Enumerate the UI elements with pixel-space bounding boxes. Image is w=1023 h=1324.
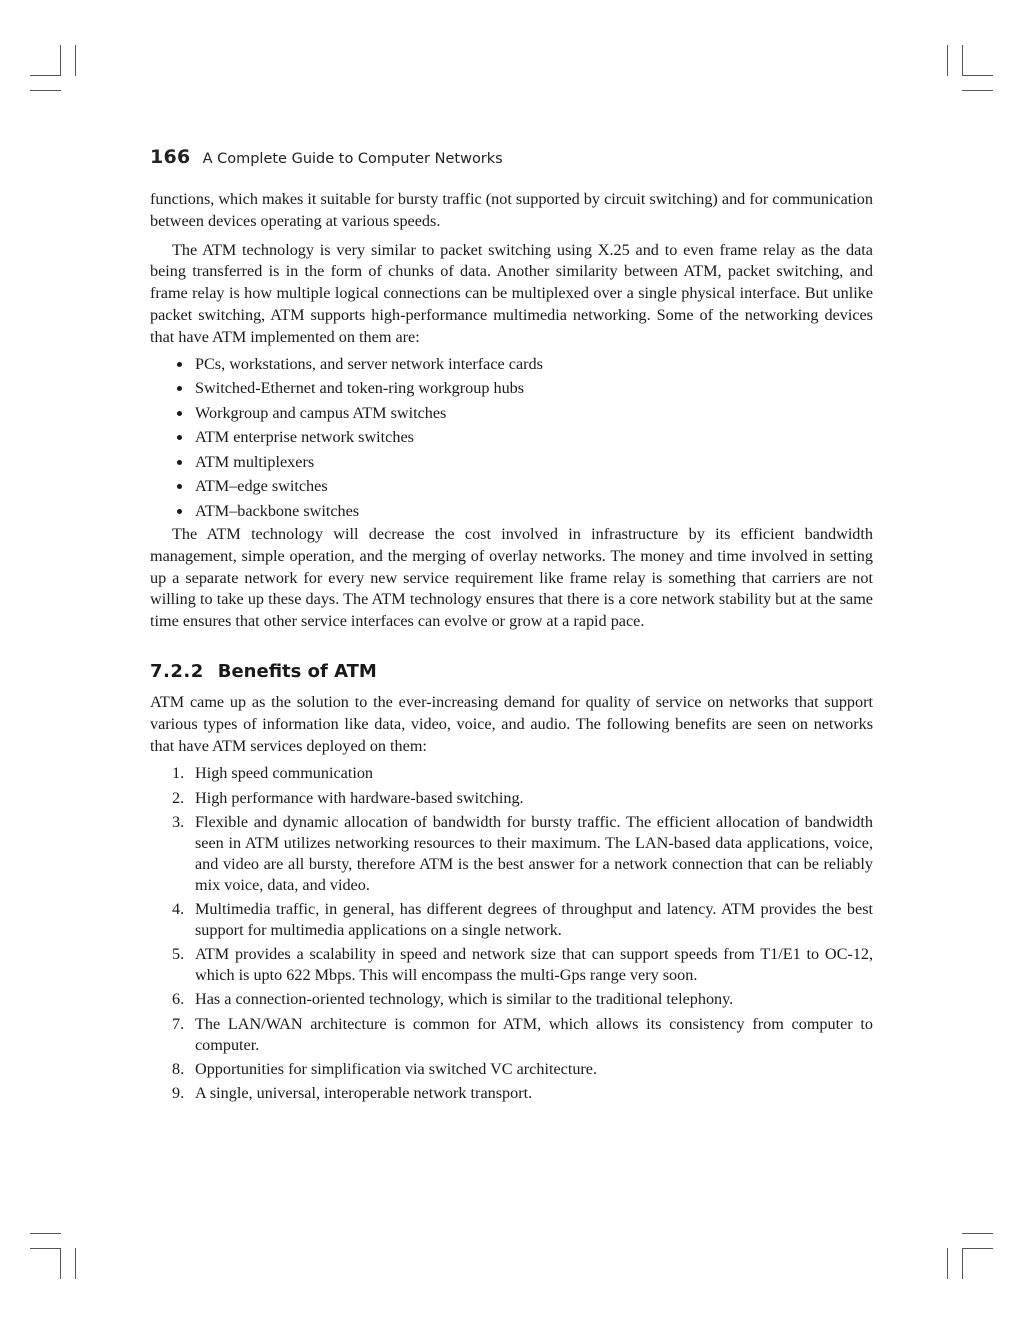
book-title: A Complete Guide to Computer Networks [202,151,503,167]
crop-mark [962,90,993,91]
crop-mark [962,1248,963,1279]
list-item [150,1014,873,1056]
item-number: 1. [172,764,185,783]
crop-mark [962,45,963,76]
bullet-icon [177,362,182,367]
item-number: 8. [172,1059,185,1078]
list-item [150,1083,873,1104]
paragraph: functions, which makes it suitable for bursty traffic (not supported by circuit switching) and for communication between devices operating at various speeds. [150,190,873,230]
list-item [150,376,873,401]
list-item [150,812,873,896]
list-item [150,763,873,784]
paragraph: The ATM technology will decrease the cost involved in infrastructure by its efficient bandwidth management, simple operation, and the merging of overlay networks. The money and time involved in setting up a separate network for every new service requirement like frame relay is something that carriers are not willing to take up these days. The ATM technology ensures that there is a core network stability but at the same time ensures that other service interfaces can evolve or grow at a rapid pace. [150,525,873,631]
bullet-icon [177,460,182,465]
list-item-text: Switched-Ethernet and token-ring workgroup hubs [195,379,525,398]
crop-mark [30,1233,61,1234]
item-number: 4. [172,900,185,919]
crop-mark [60,45,61,76]
bullet-icon [177,411,182,416]
bullet-icon [177,509,182,514]
list-item [150,1059,873,1080]
crop-mark [60,1248,61,1279]
list-item-text: Has a connection-oriented technology, which is similar to the traditional telephony. [195,990,734,1009]
bullet-icon [177,386,182,391]
crop-mark [962,1233,993,1234]
list-item-text: The LAN/WAN architecture is common for ATM, which allows its consistency from computer to computer. [195,1014,873,1054]
list-item-text: ATM–edge switches [195,477,328,496]
list-item [150,788,873,809]
list-item-text: Workgroup and campus ATM switches [195,403,447,422]
list-item [150,352,873,377]
item-number: 6. [172,990,185,1009]
list-item-text: ATM–backbone switches [195,501,360,520]
list-item [150,474,873,499]
bullet-icon [177,435,182,440]
list-item [150,401,873,426]
paragraph: ATM came up as the solution to the ever-increasing demand for quality of service on networks that support various types of information like data, video, voice, and audio. The following benefits are seen on networks that have ATM services deployed on them: [150,693,873,755]
benefits-list [150,763,873,1104]
running-head [150,146,873,174]
crop-mark [30,1248,61,1249]
list-item-text: PCs, workstations, and server network interface cards [195,354,543,373]
crop-mark [75,45,76,76]
list-item-text: Multimedia traffic, in general, has different degrees of throughput and latency. ATM provides the best support for multimedia applications on a single network. [195,900,873,940]
crop-mark [30,75,61,76]
item-number: 2. [172,788,185,807]
bullet-icon [177,484,182,489]
list-item-text: High performance with hardware-based switching. [195,788,524,807]
list-item [150,499,873,524]
section-heading [150,661,873,682]
crop-mark [962,75,993,76]
list-item-text: A single, universal, interoperable network transport. [195,1083,533,1102]
list-item-text: Flexible and dynamic allocation of bandwidth for bursty traffic. The efficient allocation of bandwidth seen in ATM utilizes networking resources to their maximum. The LAN-based data applications, voice, and video are all bursty, therefore ATM is the best answer for a network connection that can be reliably mix voice, data, and video. [195,812,873,894]
item-number: 7. [172,1014,185,1033]
section-title: Benefits of ATM [217,661,377,683]
item-number: 5. [172,945,185,964]
item-number: 9. [172,1083,185,1102]
list-item-text: ATM multiplexers [195,452,315,471]
list-item [150,425,873,450]
crop-mark [30,90,61,91]
crop-mark [962,1248,993,1249]
list-item [150,944,873,986]
crop-mark [947,45,948,76]
paragraph: The ATM technology is very similar to packet switching using X.25 and to even frame relay as the data being transferred is in the form of chunks of data. Another similarity between ATM, packet switching, and frame relay is how multiple logical connections can be multiplexed over a single physical interface. But unlike packet switching, ATM supports high-performance multimedia networking. Some of the networking devices that have ATM implemented on them are: [150,240,873,346]
list-item [150,899,873,941]
list-item-text: ATM enterprise network switches [195,428,414,447]
list-item [150,450,873,475]
section-number: 7.2.2 [150,661,204,683]
page-number: 166 [150,146,191,168]
device-list [150,352,873,524]
crop-mark [75,1248,76,1279]
list-item-text: ATM provides a scalability in speed and network size that can support speeds from T1/E1 to OC-12, which is upto 622 Mbps. This will encompass the multi-Gps range very soon. [195,945,873,985]
crop-mark [947,1248,948,1279]
list-item-text: Opportunities for simplification via switched VC architecture. [195,1059,598,1078]
list-item [150,989,873,1010]
item-number: 3. [172,812,185,831]
list-item-text: High speed communication [195,764,374,783]
book-page [150,146,873,1107]
